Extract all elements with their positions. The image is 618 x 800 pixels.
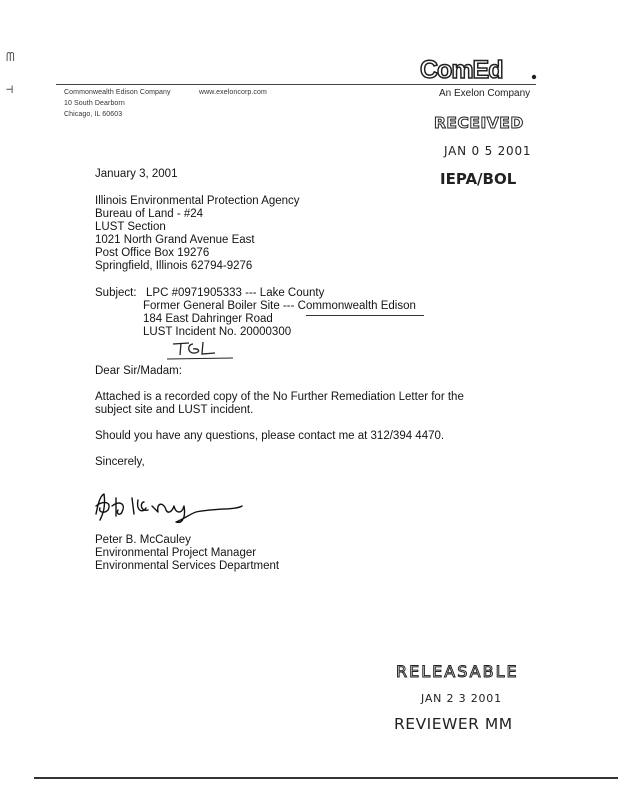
- subject-line: LPC #0971905333 --- Lake County: [146, 287, 325, 299]
- letterhead-rule-right: [412, 84, 536, 85]
- paragraph: Should you have any questions, please contact me at 312/394 4470.: [95, 430, 445, 442]
- recipient-line: LUST Section: [95, 221, 166, 233]
- subject-line: 184 East Dahringer Road: [143, 313, 273, 325]
- handwritten-initials-icon: [165, 338, 235, 362]
- received-stamp-date: JAN 0 5 2001: [444, 144, 532, 158]
- recipient-line: Illinois Environmental Protection Agency: [95, 195, 300, 207]
- sender-website: www.exeloncorp.com: [199, 89, 267, 96]
- recipient-line: 1021 North Grand Avenue East: [95, 234, 255, 246]
- margin-mark-bottom: ⊣: [6, 82, 14, 96]
- sender-company: Commonwealth Edison Company: [64, 89, 171, 96]
- subsidiary-line: An Exelon Company: [439, 88, 531, 99]
- handwritten-underline: [306, 315, 424, 316]
- releasable-stamp-reviewer: REVIEWER MM: [394, 715, 513, 733]
- signature-icon: [86, 484, 246, 530]
- subject-line: LUST Incident No. 20000300: [143, 326, 292, 338]
- signer-department: Environmental Services Department: [95, 560, 280, 572]
- recipient-line: Springfield, Illinois 62794-9276: [95, 260, 253, 272]
- subject-line: Former General Boiler Site --- Commonwealth Edison: [143, 300, 416, 312]
- paragraph: Attached is a recorded copy of the No Further Remediation Letter for the subject site and LUST incident.: [95, 391, 464, 417]
- signer-title: Environmental Project Manager: [95, 547, 257, 559]
- comed-logo-icon: [418, 54, 540, 86]
- letter-date: January 3, 2001: [95, 168, 178, 180]
- recipient-line: Bureau of Land - #24: [95, 208, 204, 220]
- recipient-line: Post Office Box 19276: [95, 247, 210, 259]
- sender-street: 10 South Dearborn: [64, 100, 125, 107]
- bottom-rule: [34, 777, 618, 779]
- svg-text:ComEd: ComEd: [420, 56, 503, 84]
- releasable-stamp-label: RELEASABLE: [396, 662, 519, 681]
- margin-mark-top: ᗰ: [6, 50, 15, 64]
- subject-label: Subject:: [95, 287, 137, 299]
- signer-name: Peter B. McCauley: [95, 534, 191, 546]
- letterhead-rule-left: [56, 84, 412, 85]
- sender-city: Chicago, IL 60603: [64, 111, 123, 118]
- closing: Sincerely,: [95, 456, 145, 468]
- salutation: Dear Sir/Madam:: [95, 365, 182, 377]
- received-stamp-agency: IEPA/BOL: [440, 170, 517, 188]
- received-stamp-label: RECEIVED: [434, 114, 524, 132]
- releasable-stamp-date: JAN 2 3 2001: [421, 692, 502, 705]
